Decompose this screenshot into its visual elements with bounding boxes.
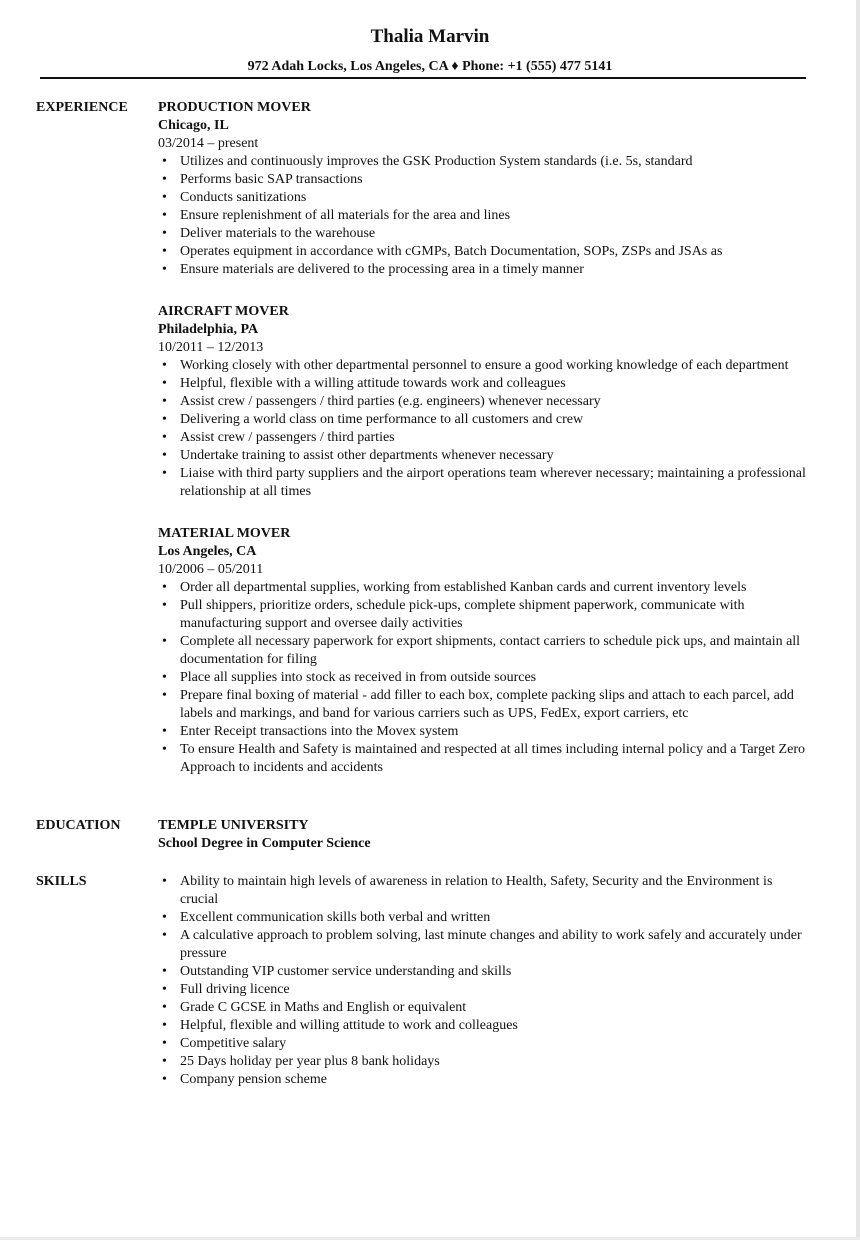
bullet-icon: •: [162, 1036, 167, 1051]
duty-text: To ensure Health and Safety is maintained and respected at all times including internal policy and a Target Zero Approach to incidents and accidents: [180, 742, 805, 775]
list-item: [158, 723, 810, 741]
bullet-icon: •: [162, 928, 167, 943]
bullet-icon: •: [162, 1054, 167, 1069]
job-title: AIRCRAFT MOVER: [158, 304, 289, 319]
duty-text: Enter Receipt transactions into the Movex system: [180, 724, 459, 739]
bullet-icon: •: [162, 154, 167, 169]
list-item: [158, 963, 810, 981]
duty-text: Ensure replenishment of all materials for the area and lines: [180, 208, 511, 223]
duty-text: Delivering a world class on time performance to all customers and crew: [180, 412, 584, 427]
skills-list: [158, 873, 810, 1089]
list-item: [158, 429, 810, 447]
list-item: [158, 153, 810, 171]
bullet-icon: •: [162, 724, 167, 739]
list-item: [158, 207, 810, 225]
bullet-icon: •: [162, 190, 167, 205]
list-item: [158, 357, 810, 375]
bullet-icon: •: [162, 358, 167, 373]
bullet-icon: •: [162, 1072, 167, 1087]
list-item: [158, 1017, 810, 1035]
duty-text: Undertake training to assist other departments whenever necessary: [180, 448, 554, 463]
bullet-icon: •: [162, 874, 167, 889]
bullet-icon: •: [162, 688, 167, 703]
job-location: Chicago, IL: [158, 118, 229, 133]
list-item: [158, 633, 810, 669]
job-duties-list: [158, 153, 810, 279]
list-item: [158, 447, 810, 465]
duty-text: Working closely with other departmental personnel to ensure a good working knowledge of each department: [180, 358, 789, 373]
bullet-icon: •: [162, 634, 167, 649]
list-item: [158, 927, 810, 963]
list-item: [158, 687, 810, 723]
duty-text: Ensure materials are delivered to the processing area in a timely manner: [180, 262, 584, 277]
page-edge-right: [856, 0, 860, 1240]
list-item: [158, 981, 810, 999]
job-dates: 10/2006 – 05/2011: [158, 562, 264, 577]
skills-heading: SKILLS: [36, 874, 87, 889]
duty-text: Place all supplies into stock as received in from outside sources: [180, 670, 537, 685]
list-item: [158, 243, 810, 261]
degree-name: School Degree in Computer Science: [158, 836, 371, 851]
bullet-icon: •: [162, 598, 167, 613]
resume-header: [0, 24, 860, 76]
list-item: [158, 669, 810, 687]
experience-body: [158, 99, 810, 801]
bullet-icon: •: [162, 412, 167, 427]
bullet-icon: •: [162, 1018, 167, 1033]
job-location: Philadelphia, PA: [158, 322, 259, 337]
bullet-icon: •: [162, 910, 167, 925]
skill-text: Ability to maintain high levels of awareness in relation to Health, Safety, Security and the Environment is crucial: [180, 874, 773, 907]
bullet-icon: •: [162, 982, 167, 997]
job-entry: [158, 525, 810, 777]
candidate-name: Thalia Marvin: [370, 26, 490, 47]
bullet-icon: •: [162, 430, 167, 445]
bullet-icon: •: [162, 670, 167, 685]
contact-line: 972 Adah Locks, Los Angeles, CA ♦ Phone: +1 (555) 477 5141: [247, 59, 613, 74]
job-dates: 10/2011 – 12/2013: [158, 340, 264, 355]
list-item: [158, 873, 810, 909]
job-duties-list: [158, 579, 810, 777]
duty-text: Utilizes and continuously improves the GSK Production System standards (i.e. 5s, standard: [180, 154, 693, 169]
job-entry: [158, 99, 810, 279]
bullet-icon: •: [162, 376, 167, 391]
job-entry: [158, 303, 810, 501]
header-divider: [40, 77, 806, 79]
bullet-icon: •: [162, 580, 167, 595]
duty-text: Assist crew / passengers / third parties (e.g. engineers) whenever necessary: [180, 394, 601, 409]
list-item: [158, 393, 810, 411]
job-title: MATERIAL MOVER: [158, 526, 291, 541]
skill-text: A calculative approach to problem solving, last minute changes and ability to work safely and accurately under pressure: [180, 928, 802, 961]
skill-text: Competitive salary: [180, 1036, 287, 1051]
list-item: [158, 597, 810, 633]
skill-text: Company pension scheme: [180, 1072, 327, 1087]
list-item: [158, 189, 810, 207]
skill-text: 25 Days holiday per year plus 8 bank holidays: [180, 1054, 440, 1069]
list-item: [158, 1053, 810, 1071]
duty-text: Deliver materials to the warehouse: [180, 226, 376, 241]
bullet-icon: •: [162, 448, 167, 463]
bullet-icon: •: [162, 964, 167, 979]
education-body: [158, 817, 810, 853]
list-item: [158, 999, 810, 1017]
job-duties-list: [158, 357, 810, 501]
school-name: TEMPLE UNIVERSITY: [158, 818, 309, 833]
duty-text: Prepare final boxing of material - add filler to each box, complete packing slips and attach to each parcel, add labels and markings, and band for various carriers such as UPS, FedEx, export carriers, etc: [180, 688, 794, 721]
skill-text: Excellent communication skills both verbal and written: [180, 910, 491, 925]
job-location: Los Angeles, CA: [158, 544, 257, 559]
bullet-icon: •: [162, 244, 167, 259]
list-item: [158, 1035, 810, 1053]
list-item: [158, 579, 810, 597]
list-item: [158, 465, 810, 501]
list-item: [158, 909, 810, 927]
education-heading: EDUCATION: [36, 818, 121, 833]
skill-text: Outstanding VIP customer service understanding and skills: [180, 964, 512, 979]
duty-text: Liaise with third party suppliers and the airport operations team wherever necessary; maintaining a professional relationship at all times: [180, 466, 806, 499]
job-title: PRODUCTION MOVER: [158, 100, 311, 115]
bullet-icon: •: [162, 172, 167, 187]
duty-text: Operates equipment in accordance with cGMPs, Batch Documentation, SOPs, ZSPs and JSAs as: [180, 244, 723, 259]
list-item: [158, 225, 810, 243]
duty-text: Complete all necessary paperwork for export shipments, contact carriers to schedule pick ups, and maintain all documentation for filing: [180, 634, 801, 667]
bullet-icon: •: [162, 226, 167, 241]
duty-text: Pull shippers, prioritize orders, schedule pick-ups, complete shipment paperwork, communicate with manufacturing support and oversee daily activities: [180, 598, 745, 631]
list-item: [158, 261, 810, 279]
experience-heading: EXPERIENCE: [36, 100, 128, 115]
skills-body: [158, 873, 810, 1089]
list-item: [158, 741, 810, 777]
duty-text: Assist crew / passengers / third parties: [180, 430, 395, 445]
bullet-icon: •: [162, 1000, 167, 1015]
skill-text: Helpful, flexible and willing attitude to work and colleagues: [180, 1018, 518, 1033]
bullet-icon: •: [162, 742, 167, 757]
list-item: [158, 1071, 810, 1089]
duty-text: Conducts sanitizations: [180, 190, 307, 205]
skill-text: Full driving licence: [180, 982, 290, 997]
duty-text: Helpful, flexible with a willing attitude towards work and colleagues: [180, 376, 566, 391]
list-item: [158, 375, 810, 393]
list-item: [158, 171, 810, 189]
bullet-icon: •: [162, 394, 167, 409]
list-item: [158, 411, 810, 429]
bullet-icon: •: [162, 262, 167, 277]
duty-text: Order all departmental supplies, working from established Kanban cards and current inventory levels: [180, 580, 747, 595]
bullet-icon: •: [162, 466, 167, 481]
bullet-icon: •: [162, 208, 167, 223]
duty-text: Performs basic SAP transactions: [180, 172, 363, 187]
skill-text: Grade C GCSE in Maths and English or equivalent: [180, 1000, 467, 1015]
job-dates: 03/2014 – present: [158, 136, 259, 151]
